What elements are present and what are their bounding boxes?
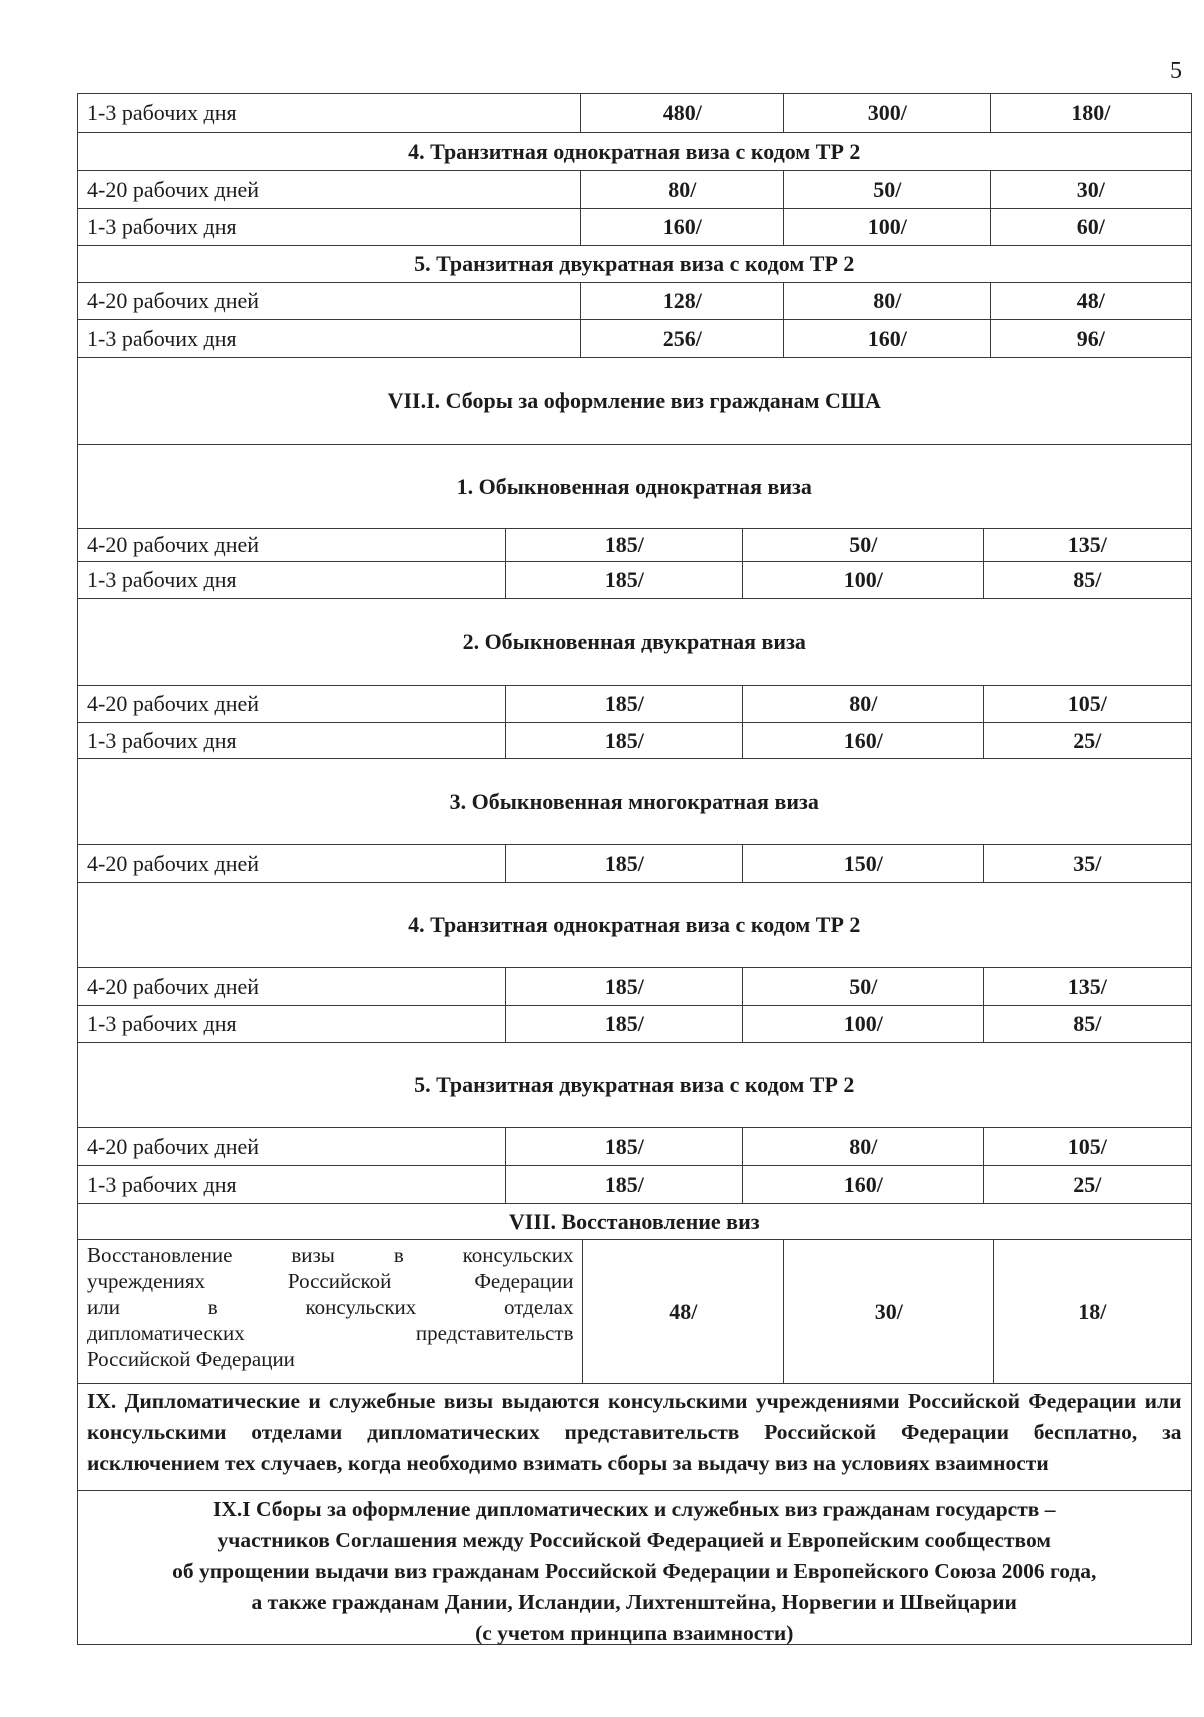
fee-value: 18/ bbox=[993, 1239, 1192, 1385]
fee-value: 80/ bbox=[742, 1127, 985, 1167]
period-label: 1-3 рабочих дня bbox=[77, 1165, 507, 1205]
fee-value: 480/ bbox=[580, 93, 785, 134]
fee-value: 80/ bbox=[580, 170, 785, 210]
eu-heading-line: (с учетом принципа взаимности) bbox=[475, 1621, 794, 1645]
period-label: 4-20 рабочих дней bbox=[77, 170, 582, 210]
fee-value: 105/ bbox=[983, 1127, 1192, 1167]
fee-value: 185/ bbox=[505, 561, 744, 600]
fee-value: 150/ bbox=[742, 844, 985, 884]
usa-section-heading: VII.I. Сборы за оформление виз гражданам США bbox=[77, 357, 1192, 446]
fee-value: 135/ bbox=[983, 967, 1192, 1007]
fee-value: 30/ bbox=[990, 170, 1192, 210]
restoration-label bbox=[77, 1239, 584, 1385]
fee-value: 185/ bbox=[505, 685, 744, 724]
fee-value: 128/ bbox=[580, 282, 785, 321]
period-label: 4-20 рабочих дней bbox=[77, 967, 507, 1007]
period-label: 1-3 рабочих дня bbox=[77, 561, 507, 600]
fee-value: 105/ bbox=[983, 685, 1192, 724]
eu-heading-line: об упрощении выдачи виз гражданам Российской Федерации и Европейского Союза 2006 года, bbox=[172, 1559, 1097, 1583]
fee-value: 300/ bbox=[783, 93, 992, 134]
fee-value: 160/ bbox=[742, 1165, 985, 1205]
restoration-label-line: дипломатических представительств bbox=[87, 1321, 574, 1345]
fee-value: 85/ bbox=[983, 561, 1192, 600]
fee-value: 185/ bbox=[505, 722, 744, 760]
section-title: 5. Транзитная двукратная виза с кодом ТР 2 bbox=[77, 245, 1192, 284]
fee-value: 48/ bbox=[990, 282, 1192, 321]
fee-value: 100/ bbox=[742, 1005, 985, 1044]
fee-value: 80/ bbox=[783, 282, 992, 321]
fee-value: 185/ bbox=[505, 1127, 744, 1167]
fee-value: 30/ bbox=[783, 1239, 995, 1385]
fee-value: 160/ bbox=[580, 208, 785, 247]
fee-value: 160/ bbox=[783, 319, 992, 359]
section-title: 4. Транзитная однократная виза с кодом ТР 2 bbox=[77, 882, 1192, 969]
period-label: 4-20 рабочих дней bbox=[77, 1127, 507, 1167]
eu-heading-line: участников Соглашения между Российской Федерацией и Европейским сообществом bbox=[217, 1528, 1051, 1552]
fee-value: 50/ bbox=[783, 170, 992, 210]
period-label: 4-20 рабочих дней bbox=[77, 528, 507, 563]
fee-value: 100/ bbox=[783, 208, 992, 247]
fee-value: 50/ bbox=[742, 967, 985, 1007]
eu-heading-line: IX.I Сборы за оформление дипломатических и служебных виз гражданам государств – bbox=[212, 1497, 1056, 1521]
fee-value: 185/ bbox=[505, 1005, 744, 1044]
period-label: 1-3 рабочих дня bbox=[77, 93, 582, 134]
fee-value: 185/ bbox=[505, 844, 744, 884]
period-label: 1-3 рабочих дня bbox=[77, 319, 582, 359]
restoration-label-line: Восстановление визы в консульских bbox=[87, 1243, 574, 1267]
fee-value: 135/ bbox=[983, 528, 1192, 563]
fee-value: 25/ bbox=[983, 722, 1192, 760]
eu-diplomatic-fees-heading bbox=[77, 1490, 1192, 1645]
period-label: 1-3 рабочих дня bbox=[77, 722, 507, 760]
fee-value: 256/ bbox=[580, 319, 785, 359]
restoration-label-line: учреждениях Российской Федерации bbox=[87, 1269, 574, 1293]
period-label: 4-20 рабочих дней bbox=[77, 685, 507, 724]
fee-value: 60/ bbox=[990, 208, 1192, 247]
fee-value: 160/ bbox=[742, 722, 985, 760]
section-title: 5. Транзитная двукратная виза с кодом ТР 2 bbox=[77, 1042, 1192, 1129]
fee-value: 185/ bbox=[505, 528, 744, 563]
fee-value: 185/ bbox=[505, 1165, 744, 1205]
section-title: 3. Обыкновенная многократная виза bbox=[77, 758, 1192, 846]
restoration-label-line: Российской Федерации bbox=[87, 1347, 295, 1371]
fee-value: 25/ bbox=[983, 1165, 1192, 1205]
diplomatic-visas-note: IX. Дипломатические и служебные визы выдаются консульскими учреждениями Российской Федерации или консульскими отделами дипломатических представительств Российской Федерации бесплатно, за исключением тех случаев, когда необходимо взимать сборы за выдачу виз на условиях взаимности bbox=[77, 1383, 1192, 1492]
fee-value: 48/ bbox=[582, 1239, 785, 1385]
fee-value: 50/ bbox=[742, 528, 985, 563]
section-title: 4. Транзитная однократная виза с кодом ТР 2 bbox=[77, 132, 1192, 172]
fee-value: 96/ bbox=[990, 319, 1192, 359]
fee-value: 85/ bbox=[983, 1005, 1192, 1044]
page-number: 5 bbox=[1170, 58, 1182, 84]
fee-value: 80/ bbox=[742, 685, 985, 724]
period-label: 4-20 рабочих дней bbox=[77, 282, 582, 321]
period-label: 4-20 рабочих дней bbox=[77, 844, 507, 884]
eu-heading-line: а также гражданам Дании, Исландии, Лихтенштейна, Норвегии и Швейцарии bbox=[251, 1590, 1017, 1614]
fee-value: 180/ bbox=[990, 93, 1192, 134]
restoration-label-line: или в консульских отделах bbox=[87, 1295, 574, 1319]
section-title: 2. Обыкновенная двукратная виза bbox=[77, 598, 1192, 687]
period-label: 1-3 рабочих дня bbox=[77, 208, 582, 247]
fee-value: 100/ bbox=[742, 561, 985, 600]
period-label: 1-3 рабочих дня bbox=[77, 1005, 507, 1044]
section-title: 1. Обыкновенная однократная виза bbox=[77, 444, 1192, 530]
fee-value: 35/ bbox=[983, 844, 1192, 884]
restoration-heading: VIII. Восстановление виз bbox=[77, 1203, 1192, 1241]
fee-value: 185/ bbox=[505, 967, 744, 1007]
